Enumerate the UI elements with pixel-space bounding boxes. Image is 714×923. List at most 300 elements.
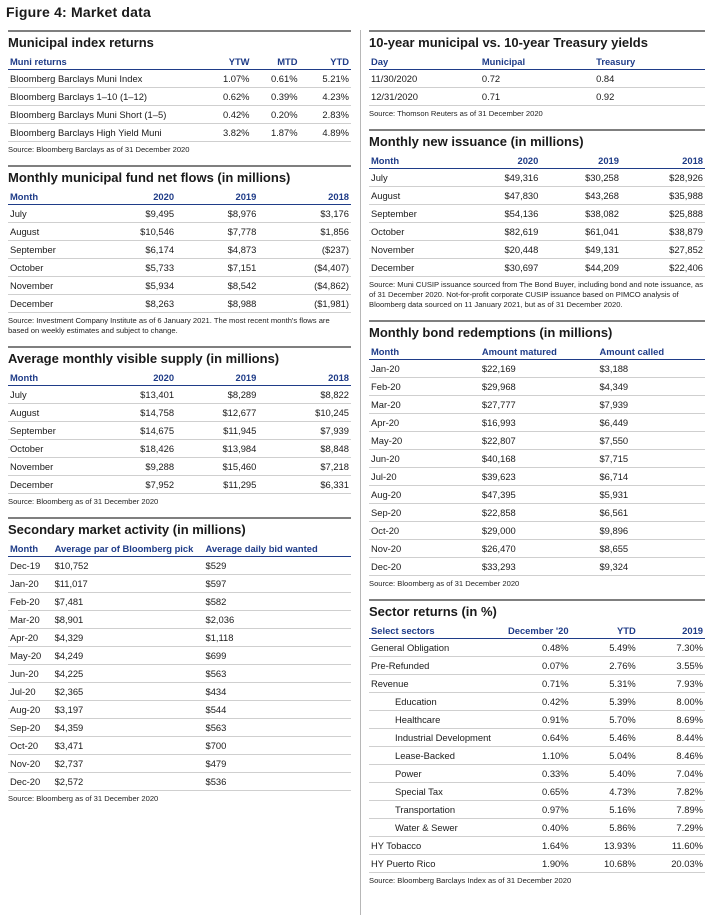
table-cell: 5.31%	[571, 675, 638, 693]
row-label: Oct-20	[8, 737, 53, 755]
table-cell: ($4,407)	[258, 259, 351, 277]
table-row	[369, 729, 705, 747]
table-cell: ($1,981)	[258, 295, 351, 313]
column-header: Select sectors	[369, 623, 503, 639]
row-label: Mar-20	[8, 611, 53, 629]
table-cell: 0.62%	[204, 88, 252, 106]
table-header-row	[8, 370, 351, 386]
sector-returns-table	[369, 623, 705, 873]
table-cell: $38,879	[621, 223, 705, 241]
column-header: 2019	[638, 623, 705, 639]
column-header: Treasury	[594, 54, 705, 70]
table-row	[8, 277, 351, 295]
section-redemptions	[369, 320, 705, 589]
row-label: Jul-20	[369, 468, 480, 486]
column-header: Month	[369, 344, 480, 360]
column-header: Amount matured	[480, 344, 598, 360]
table-cell: $54,136	[463, 205, 540, 223]
table-cell: $25,888	[621, 205, 705, 223]
table-cell: $29,000	[480, 522, 598, 540]
table-row	[8, 701, 351, 719]
row-label: Industrial Development	[369, 729, 503, 747]
table-cell: 0.20%	[252, 106, 300, 124]
table-cell: $3,176	[258, 205, 351, 223]
row-label: August	[369, 187, 463, 205]
table-cell: 0.91%	[503, 711, 570, 729]
column-header: 2020	[104, 189, 176, 205]
table-cell: $22,858	[480, 504, 598, 522]
row-label: December	[8, 295, 104, 313]
section-title: 10-year municipal vs. 10-year Treasury yields	[369, 30, 705, 54]
table-cell: 0.61%	[252, 70, 300, 88]
table-header-row	[369, 54, 705, 70]
row-label: Mar-20	[369, 396, 480, 414]
row-label: September	[8, 422, 104, 440]
table-cell: $5,733	[104, 259, 176, 277]
table-cell: $12,677	[176, 404, 258, 422]
row-label: July	[8, 386, 104, 404]
table-cell: 4.23%	[300, 88, 351, 106]
row-label: Sep-20	[8, 719, 53, 737]
row-label: Aug-20	[369, 486, 480, 504]
table-cell: 0.40%	[503, 819, 570, 837]
table-cell: 0.92	[594, 88, 705, 106]
table-cell: $2,036	[203, 611, 351, 629]
table-cell: $40,168	[480, 450, 598, 468]
table-row	[369, 70, 705, 88]
table-cell: $8,655	[597, 540, 705, 558]
row-label: Apr-20	[8, 629, 53, 647]
table-row	[369, 801, 705, 819]
table-cell: 5.40%	[571, 765, 638, 783]
table-cell: 0.71	[480, 88, 594, 106]
table-row	[8, 458, 351, 476]
table-cell: $3,188	[597, 360, 705, 378]
table-header-row	[369, 344, 705, 360]
table-cell: $2,572	[53, 773, 204, 791]
row-label: Bloomberg Barclays High Yield Muni	[8, 124, 204, 142]
table-cell: 5.16%	[571, 801, 638, 819]
row-label: Dec-20	[8, 773, 53, 791]
table-cell: $5,931	[597, 486, 705, 504]
table-cell: 0.97%	[503, 801, 570, 819]
source-note: Source: Bloomberg Barclays Index as of 31 December 2020	[369, 876, 572, 885]
table-cell: 11.60%	[638, 837, 705, 855]
column-header: Amount called	[597, 344, 705, 360]
table-cell: $8,542	[176, 277, 258, 295]
table-cell: 0.64%	[503, 729, 570, 747]
row-label: September	[369, 205, 463, 223]
table-cell: 0.42%	[204, 106, 252, 124]
table-cell: $10,546	[104, 223, 176, 241]
table-row	[8, 611, 351, 629]
table-cell: 7.82%	[638, 783, 705, 801]
table-cell: 4.73%	[571, 783, 638, 801]
row-label: Water & Sewer	[369, 819, 503, 837]
table-row	[369, 414, 705, 432]
row-label: Nov-20	[8, 755, 53, 773]
table-cell: $4,249	[53, 647, 204, 665]
column-divider	[360, 30, 361, 915]
column-header: Average daily bid wanted	[203, 541, 351, 557]
row-label: September	[8, 241, 104, 259]
table-cell: 5.86%	[571, 819, 638, 837]
table-cell: $6,714	[597, 468, 705, 486]
table-cell: 2.76%	[571, 657, 638, 675]
section-title: Municipal index returns	[8, 30, 351, 54]
table-cell: 0.71%	[503, 675, 570, 693]
column-header: 2018	[258, 189, 351, 205]
table-cell: $11,945	[176, 422, 258, 440]
section-new-issuance	[369, 129, 705, 310]
table-row	[369, 486, 705, 504]
table-cell: $6,449	[597, 414, 705, 432]
table-row	[8, 295, 351, 313]
table-row	[8, 629, 351, 647]
table-row	[369, 783, 705, 801]
table-cell: $9,495	[104, 205, 176, 223]
table-cell: $8,988	[176, 295, 258, 313]
table-cell: $9,896	[597, 522, 705, 540]
table-cell: 8.46%	[638, 747, 705, 765]
table-cell: $9,324	[597, 558, 705, 576]
visible-supply-table	[8, 370, 351, 494]
table-row	[369, 241, 705, 259]
table-cell: $2,365	[53, 683, 204, 701]
table-cell: $5,934	[104, 277, 176, 295]
table-cell: 0.48%	[503, 639, 570, 657]
table-cell: $43,268	[540, 187, 621, 205]
row-label: Sep-20	[369, 504, 480, 522]
table-header-row	[8, 189, 351, 205]
table-row	[369, 450, 705, 468]
table-row	[8, 683, 351, 701]
row-label: November	[369, 241, 463, 259]
row-label: Bloomberg Barclays Muni Short (1–5)	[8, 106, 204, 124]
row-label: Revenue	[369, 675, 503, 693]
table-cell: $10,752	[53, 557, 204, 575]
table-cell: $699	[203, 647, 351, 665]
table-cell: $3,471	[53, 737, 204, 755]
table-cell: $4,329	[53, 629, 204, 647]
row-label: October	[8, 259, 104, 277]
row-label: October	[8, 440, 104, 458]
table-cell: $7,218	[258, 458, 351, 476]
table-cell: $544	[203, 701, 351, 719]
table-cell: $700	[203, 737, 351, 755]
table-cell: $6,174	[104, 241, 176, 259]
table-cell: 0.65%	[503, 783, 570, 801]
source-note: Source: Bloomberg as of 31 December 2020	[8, 794, 159, 803]
column-header: Month	[8, 541, 53, 557]
table-cell: 5.04%	[571, 747, 638, 765]
section-fund-flows	[8, 165, 351, 336]
table-cell: $49,316	[463, 169, 540, 187]
table-cell: 8.44%	[638, 729, 705, 747]
section-muni-index	[8, 30, 351, 155]
row-label: Jan-20	[369, 360, 480, 378]
table-cell: $8,289	[176, 386, 258, 404]
column-header: Average par of Bloomberg pick	[53, 541, 204, 557]
table-cell: 0.84	[594, 70, 705, 88]
table-cell: $536	[203, 773, 351, 791]
row-label: Feb-20	[369, 378, 480, 396]
table-body	[8, 70, 351, 142]
table-cell: $7,778	[176, 223, 258, 241]
table-cell: $33,293	[480, 558, 598, 576]
table-row	[369, 522, 705, 540]
row-label: August	[8, 404, 104, 422]
table-cell: $4,349	[597, 378, 705, 396]
table-cell: $9,288	[104, 458, 176, 476]
table-cell: $479	[203, 755, 351, 773]
table-cell: $8,976	[176, 205, 258, 223]
table-cell: $49,131	[540, 241, 621, 259]
column-header: 2019	[176, 189, 258, 205]
redemptions-table	[369, 344, 705, 576]
table-row	[369, 432, 705, 450]
table-cell: $28,926	[621, 169, 705, 187]
row-label: Apr-20	[369, 414, 480, 432]
table-cell: $7,939	[597, 396, 705, 414]
table-row	[8, 205, 351, 223]
row-label: Lease-Backed	[369, 747, 503, 765]
table-row	[369, 88, 705, 106]
table-cell: $4,225	[53, 665, 204, 683]
row-label: Jun-20	[369, 450, 480, 468]
table-cell: 7.30%	[638, 639, 705, 657]
column-header: YTW	[204, 54, 252, 70]
section-title: Monthly municipal fund net flows (in millions)	[8, 165, 351, 189]
row-label: Dec-19	[8, 557, 53, 575]
table-cell: $29,968	[480, 378, 598, 396]
column-header: Month	[8, 189, 104, 205]
table-cell: 3.55%	[638, 657, 705, 675]
table-row	[369, 657, 705, 675]
table-row	[369, 169, 705, 187]
row-label: May-20	[369, 432, 480, 450]
table-cell: $8,901	[53, 611, 204, 629]
table-cell: $39,623	[480, 468, 598, 486]
table-row	[369, 205, 705, 223]
column-header: 2019	[540, 153, 621, 169]
table-cell: $8,848	[258, 440, 351, 458]
table-cell: $11,017	[53, 575, 204, 593]
column-header: Month	[8, 370, 104, 386]
section-title: Monthly bond redemptions (in millions)	[369, 320, 705, 344]
table-row	[8, 647, 351, 665]
table-cell: $563	[203, 665, 351, 683]
table-row	[369, 711, 705, 729]
table-cell: ($237)	[258, 241, 351, 259]
table-cell: 2.83%	[300, 106, 351, 124]
row-label: Education	[369, 693, 503, 711]
row-label: Jun-20	[8, 665, 53, 683]
table-cell: 7.04%	[638, 765, 705, 783]
table-cell: 7.29%	[638, 819, 705, 837]
table-cell: 0.39%	[252, 88, 300, 106]
table-row	[8, 422, 351, 440]
table-cell: ($4,862)	[258, 277, 351, 295]
table-row	[369, 855, 705, 873]
column-header: Day	[369, 54, 480, 70]
table-cell: $20,448	[463, 241, 540, 259]
table-cell: 0.33%	[503, 765, 570, 783]
row-label: Special Tax	[369, 783, 503, 801]
table-body	[369, 169, 705, 277]
table-row	[8, 737, 351, 755]
table-row	[369, 639, 705, 657]
row-label: November	[8, 458, 104, 476]
table-row	[369, 396, 705, 414]
row-label: November	[8, 277, 104, 295]
table-cell: $14,675	[104, 422, 176, 440]
row-label: Feb-20	[8, 593, 53, 611]
table-cell: $13,401	[104, 386, 176, 404]
table-cell: $22,406	[621, 259, 705, 277]
table-cell: $2,737	[53, 755, 204, 773]
column-header: YTD	[300, 54, 351, 70]
table-cell: 8.00%	[638, 693, 705, 711]
table-cell: $13,984	[176, 440, 258, 458]
table-cell: 7.93%	[638, 675, 705, 693]
table-cell: $1,118	[203, 629, 351, 647]
row-label: October	[369, 223, 463, 241]
table-row	[8, 719, 351, 737]
section-secondary-market	[8, 517, 351, 804]
row-label: July	[369, 169, 463, 187]
row-label: Nov-20	[369, 540, 480, 558]
table-cell: $8,822	[258, 386, 351, 404]
table-cell: 1.07%	[204, 70, 252, 88]
table-row	[8, 476, 351, 494]
table-body	[369, 70, 705, 106]
table-row	[369, 837, 705, 855]
table-cell: 5.49%	[571, 639, 638, 657]
section-title: Sector returns (in %)	[369, 599, 705, 623]
column-header: Month	[369, 153, 463, 169]
table-cell: $22,169	[480, 360, 598, 378]
table-row	[369, 223, 705, 241]
table-cell: 0.07%	[503, 657, 570, 675]
section-visible-supply	[8, 346, 351, 507]
table-cell: 0.72	[480, 70, 594, 88]
table-cell: $563	[203, 719, 351, 737]
row-label: Bloomberg Barclays 1–10 (1–12)	[8, 88, 204, 106]
yields-table	[369, 54, 705, 106]
table-row	[369, 378, 705, 396]
table-cell: $30,258	[540, 169, 621, 187]
table-row	[8, 124, 351, 142]
table-cell: 0.42%	[503, 693, 570, 711]
table-cell: $15,460	[176, 458, 258, 476]
table-cell: $10,245	[258, 404, 351, 422]
table-row	[8, 241, 351, 259]
table-cell: 5.70%	[571, 711, 638, 729]
table-cell: $30,697	[463, 259, 540, 277]
table-row	[369, 540, 705, 558]
table-cell: $7,481	[53, 593, 204, 611]
source-note: Source: Investment Company Institute as of 6 January 2021. The most recent month's flows are based on weekly estimates and subject to change.	[8, 316, 330, 335]
section-title: Monthly new issuance (in millions)	[369, 129, 705, 153]
secondary-market-table	[8, 541, 351, 791]
table-cell: $16,993	[480, 414, 598, 432]
table-row	[8, 223, 351, 241]
new-issuance-table	[369, 153, 705, 277]
source-note: Source: Bloomberg as of 31 December 2020	[8, 497, 159, 506]
table-cell: 8.69%	[638, 711, 705, 729]
table-header-row	[8, 541, 351, 557]
table-row	[8, 386, 351, 404]
table-row	[8, 665, 351, 683]
table-header-row	[369, 623, 705, 639]
table-cell: $434	[203, 683, 351, 701]
table-cell: $22,807	[480, 432, 598, 450]
row-label: 11/30/2020	[369, 70, 480, 88]
table-row	[8, 106, 351, 124]
table-row	[8, 404, 351, 422]
row-label: August	[8, 223, 104, 241]
column-header: YTD	[571, 623, 638, 639]
column-header: 2018	[258, 370, 351, 386]
table-cell: 1.90%	[503, 855, 570, 873]
table-cell: $27,777	[480, 396, 598, 414]
table-body	[8, 205, 351, 313]
row-label: Power	[369, 765, 503, 783]
table-cell: $7,550	[597, 432, 705, 450]
table-row	[369, 468, 705, 486]
table-cell: $44,209	[540, 259, 621, 277]
table-cell: $4,359	[53, 719, 204, 737]
table-cell: 4.89%	[300, 124, 351, 142]
row-label: General Obligation	[369, 639, 503, 657]
table-row	[369, 187, 705, 205]
table-cell: $26,470	[480, 540, 598, 558]
table-cell: $7,939	[258, 422, 351, 440]
table-cell: 5.46%	[571, 729, 638, 747]
column-header: 2020	[463, 153, 540, 169]
table-body	[369, 360, 705, 576]
column-header: 2018	[621, 153, 705, 169]
table-row	[8, 70, 351, 88]
section-title: Average monthly visible supply (in millions)	[8, 346, 351, 370]
table-body	[8, 557, 351, 791]
table-cell: 3.82%	[204, 124, 252, 142]
table-cell: $6,331	[258, 476, 351, 494]
table-cell: $7,952	[104, 476, 176, 494]
row-label: Jan-20	[8, 575, 53, 593]
table-row	[369, 765, 705, 783]
column-header: December '20	[503, 623, 570, 639]
right-column	[369, 30, 705, 896]
table-cell: 13.93%	[571, 837, 638, 855]
row-label: 12/31/2020	[369, 88, 480, 106]
table-body	[369, 639, 705, 873]
table-row	[369, 675, 705, 693]
row-label: Pre-Refunded	[369, 657, 503, 675]
muni-index-table	[8, 54, 351, 142]
row-label: Oct-20	[369, 522, 480, 540]
table-cell: $8,263	[104, 295, 176, 313]
table-row	[8, 773, 351, 791]
table-cell: $27,852	[621, 241, 705, 259]
table-row	[369, 558, 705, 576]
row-label: Healthcare	[369, 711, 503, 729]
column-header: 2019	[176, 370, 258, 386]
row-label: May-20	[8, 647, 53, 665]
table-header-row	[8, 54, 351, 70]
source-note: Source: Bloomberg Barclays as of 31 December 2020	[8, 145, 190, 154]
